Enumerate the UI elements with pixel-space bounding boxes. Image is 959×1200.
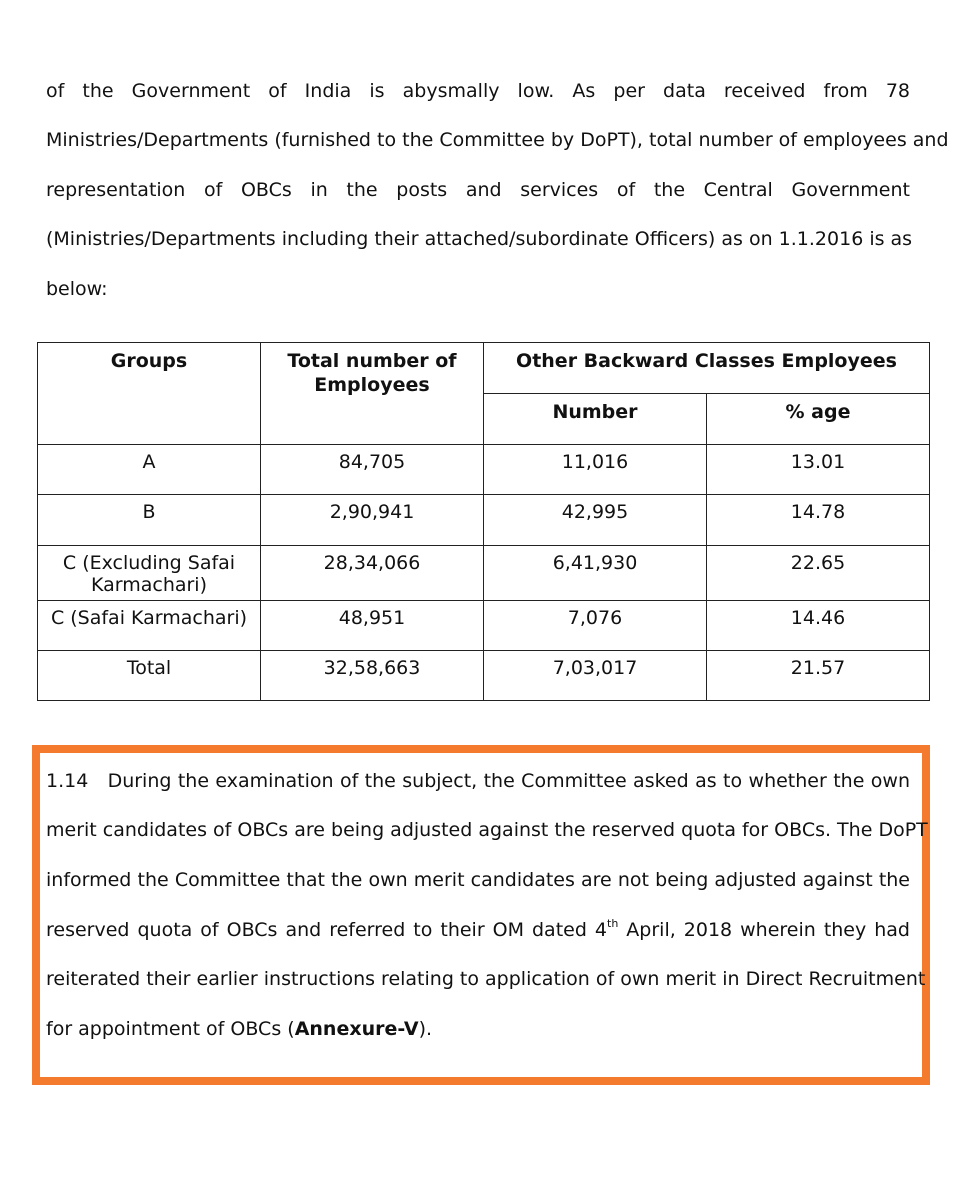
- annexure-reference: Annexure-V: [294, 1018, 419, 1040]
- section-1-14-paragraph: [46, 768, 928, 1048]
- table-row: [38, 445, 930, 495]
- section-number: 1.14: [46, 770, 89, 792]
- intro-line: below:: [46, 278, 108, 300]
- intro-paragraph: [46, 78, 949, 308]
- cell-percent: 22.65: [707, 546, 930, 601]
- cell-group: B: [38, 495, 261, 546]
- cell-percent: 14.78: [707, 495, 930, 546]
- cell-number: 11,016: [484, 445, 707, 495]
- intro-line: of the Government of India is abysmally low. As per data received from 78: [46, 80, 910, 102]
- cell-number: 6,41,930: [484, 546, 707, 601]
- subheader-percent: % age: [707, 394, 930, 445]
- subheader-number: Number: [484, 394, 707, 445]
- section-line: [46, 768, 910, 794]
- section-line1-text: During the examination of the subject, the Committee asked as to whether the own: [107, 770, 911, 792]
- cell-total: 48,951: [261, 601, 484, 651]
- cell-percent: 13.01: [707, 445, 930, 495]
- cell-group: [38, 546, 261, 601]
- section-line6-before: for appointment of OBCs (: [46, 1018, 295, 1040]
- cell-percent: 14.46: [707, 601, 930, 651]
- header-total-line2: Employees: [314, 374, 430, 396]
- cell-total: 32,58,663: [261, 651, 484, 701]
- cell-number: 42,995: [484, 495, 707, 546]
- intro-line: representation of OBCs in the posts and services of the Central Government: [46, 179, 910, 201]
- cell-group: A: [38, 445, 261, 495]
- section-line: merit candidates of OBCs are being adjusted against the reserved quota for OBCs. The DoPT: [46, 819, 928, 841]
- obc-representation-table: [37, 342, 930, 701]
- cell-group: Total: [38, 651, 261, 701]
- cell-group-line1: C (Excluding Safai: [62, 552, 236, 574]
- intro-line: Ministries/Departments (furnished to the Committee by DoPT), total number of employees and: [46, 129, 949, 151]
- cell-percent: 21.57: [707, 651, 930, 701]
- cell-total: 28,34,066: [261, 546, 484, 601]
- section-line4-after: April, 2018 wherein they had: [618, 919, 910, 941]
- intro-line: (Ministries/Departments including their attached/subordinate Officers) as on 1.1.2016 is as: [46, 228, 913, 250]
- cell-total: 2,90,941: [261, 495, 484, 546]
- header-groups: Groups: [38, 343, 261, 445]
- table-row: [38, 495, 930, 546]
- table-row: [38, 546, 930, 601]
- table-row-total: [38, 651, 930, 701]
- header-obc-employees: Other Backward Classes Employees: [484, 343, 930, 394]
- section-line4-before: reserved quota of OBCs and referred to their OM dated 4: [46, 919, 607, 941]
- section-line: informed the Committee that the own merit candidates are not being adjusted against the: [46, 869, 910, 891]
- section-line: [46, 917, 910, 943]
- section-line: reiterated their earlier instructions relating to application of own merit in Direct Recruitment: [46, 968, 926, 990]
- cell-number: 7,076: [484, 601, 707, 651]
- cell-number: 7,03,017: [484, 651, 707, 701]
- cell-group: C (Safai Karmachari): [38, 601, 261, 651]
- section-line: [46, 1016, 910, 1042]
- section-line6-after: ).: [418, 1018, 433, 1040]
- header-total-line1: Total number of: [287, 350, 457, 372]
- cell-total: 84,705: [261, 445, 484, 495]
- header-total-employees: [261, 343, 484, 445]
- cell-group-line2: Karmachari): [90, 574, 208, 596]
- ordinal-suffix: th: [607, 916, 619, 930]
- table-row: [38, 601, 930, 651]
